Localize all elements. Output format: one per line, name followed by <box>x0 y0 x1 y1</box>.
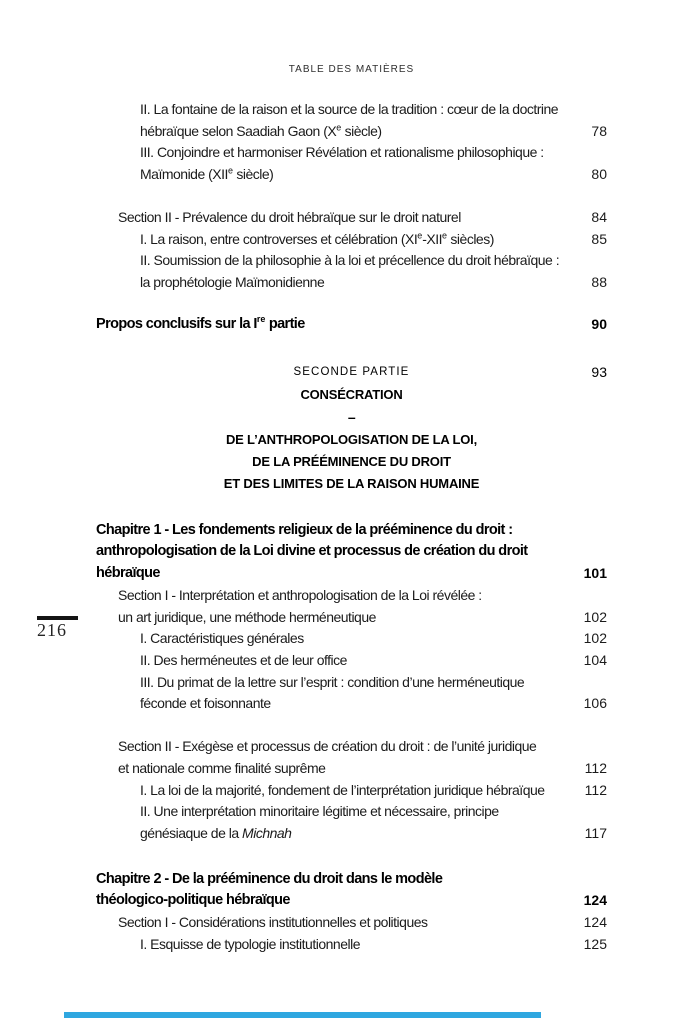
toc-entry-text: hébraïque selon Saadiah Gaon (Xe siècle) <box>140 122 382 139</box>
bottom-highlight-bar <box>64 1012 541 1018</box>
toc-row <box>96 314 607 336</box>
toc-entry-text: – <box>347 409 356 426</box>
toc-entry-text: la prophétologie Maïmonidienne <box>140 273 325 290</box>
toc-entry-text: DE LA PRÉÉMINENCE DU DROIT <box>252 453 451 469</box>
toc-entry-page: 80 <box>591 166 607 183</box>
toc-list <box>96 99 607 955</box>
toc-row <box>96 520 607 542</box>
toc-entry-text: II. La fontaine de la raison et la source de la tradition : cœur de la doctrine <box>140 101 559 117</box>
toc-entry-text: I. Caractéristiques générales <box>140 630 304 647</box>
toc-row <box>96 121 607 143</box>
toc-entry-text: I. Esquisse de typologie institutionnelle <box>140 935 360 952</box>
toc-entry-text: I. La loi de la majorité, fondement de l’interprétation juridique hébraïque <box>140 781 545 798</box>
toc-row <box>96 384 607 406</box>
toc-entry-text: féconde et foisonnante <box>140 695 271 712</box>
toc-row <box>96 693 607 715</box>
toc-entry-text: I. La raison, entre controverses et célébration (XIe-XIIe siècles) <box>140 229 494 247</box>
toc-row <box>96 869 607 891</box>
toc-entry-text: Section II - Exégèse et processus de création du droit : de l’unité juridique <box>118 738 537 755</box>
toc-row <box>96 429 607 451</box>
toc-entry-text: SECONDE PARTIE <box>293 366 410 379</box>
toc-entry-page: 78 <box>591 122 607 139</box>
toc-row <box>96 650 607 672</box>
toc-entry-text: III. Du primat de la lettre sur l’esprit : condition d’une herméneutique <box>140 673 525 690</box>
toc-entry-page: 84 <box>591 208 607 225</box>
toc-entry-page: 104 <box>583 651 607 668</box>
toc-row <box>96 229 607 251</box>
toc-row <box>96 758 607 780</box>
toc-entry-text: ET DES LIMITES DE LA RAISON HUMAINE <box>223 476 480 492</box>
toc-row <box>96 406 607 428</box>
toc-row <box>96 736 607 758</box>
toc-entry-page: 125 <box>583 935 607 952</box>
toc-row <box>96 607 607 629</box>
toc-entry-page: 93 <box>591 364 607 381</box>
toc-entry-text: théologico-politique hébraïque <box>96 892 290 909</box>
toc-row <box>96 801 607 823</box>
toc-entry-text: Section I - Considérations institutionnelles et politiques <box>118 914 428 931</box>
toc-row <box>96 164 607 186</box>
toc-entry-page: 102 <box>583 608 607 625</box>
toc-row <box>96 563 607 585</box>
toc-row <box>96 823 607 845</box>
toc-row <box>96 672 607 694</box>
toc-entry-text: Section I - Interprétation et anthropologisation de la Loi révélée : <box>118 586 482 603</box>
toc-entry-text: anthropologisation de la Loi divine et processus de création du droit <box>96 543 528 560</box>
toc-row <box>96 912 607 934</box>
toc-entry-text: II. Des herméneutes et de leur office <box>140 651 347 668</box>
toc-row <box>96 272 607 294</box>
toc-entry-page: 106 <box>583 695 607 712</box>
toc-entry-text: III. Conjoindre et harmoniser Révélation et rationalisme philosophique : <box>140 144 544 161</box>
toc-entry-page: 112 <box>584 759 607 776</box>
toc-row <box>96 142 607 164</box>
toc-entry-page: 124 <box>583 914 607 931</box>
toc-entry-text: Propos conclusifs sur la Ire partie <box>96 313 305 332</box>
folio-number: 216 <box>37 620 67 640</box>
toc-row <box>96 361 607 383</box>
toc-entry-text: hébraïque <box>96 565 160 582</box>
toc-row <box>96 541 607 563</box>
toc-entry-page: 124 <box>583 892 607 909</box>
page-title: TABLE DES MATIÈRES <box>288 64 415 75</box>
toc-entry-text: Section II - Prévalence du droit hébraïque sur le droit naturel <box>118 208 461 225</box>
toc-row <box>96 451 607 473</box>
toc-entry-page: 88 <box>591 273 607 290</box>
toc-row <box>96 207 607 229</box>
toc-row <box>96 473 607 495</box>
toc-entry-text: II. Soumission de la philosophie à la loi et précellence du droit hébraïque : <box>140 252 560 269</box>
toc-row <box>96 585 607 607</box>
toc-entry-page: 102 <box>583 630 607 647</box>
toc-entry-text: Chapitre 2 - De la prééminence du droit dans le modèle <box>96 870 443 887</box>
toc-entry-page: 112 <box>584 781 607 798</box>
toc-entry-text: un art juridique, une méthode herméneutique <box>118 608 376 625</box>
toc-entry-text: génésiaque de la Michnah <box>140 824 292 841</box>
toc-entry-page: 117 <box>584 824 607 841</box>
toc-row <box>96 628 607 650</box>
toc-row <box>96 250 607 272</box>
toc-entry-page: 85 <box>591 230 607 247</box>
toc-entry-page: 101 <box>583 565 607 582</box>
toc-entry-text: Chapitre 1 - Les fondements religieux de la prééminence du droit : <box>96 521 513 538</box>
toc-entry-text: Maïmonide (XIIe siècle) <box>140 165 274 183</box>
toc-row <box>96 780 607 802</box>
toc-row <box>96 890 607 912</box>
toc-entry-text: II. Une interprétation minoritaire légitime et nécessaire, principe <box>140 803 499 820</box>
toc-entry-text: et nationale comme finalité suprême <box>118 759 326 776</box>
toc-entry-page: 90 <box>591 315 607 332</box>
toc-row <box>96 934 607 956</box>
toc-row <box>96 99 607 121</box>
toc-entry-text: CONSÉCRATION <box>300 386 403 402</box>
toc-entry-text: DE L’ANTHROPOLOGISATION DE LA LOI, <box>225 431 478 447</box>
